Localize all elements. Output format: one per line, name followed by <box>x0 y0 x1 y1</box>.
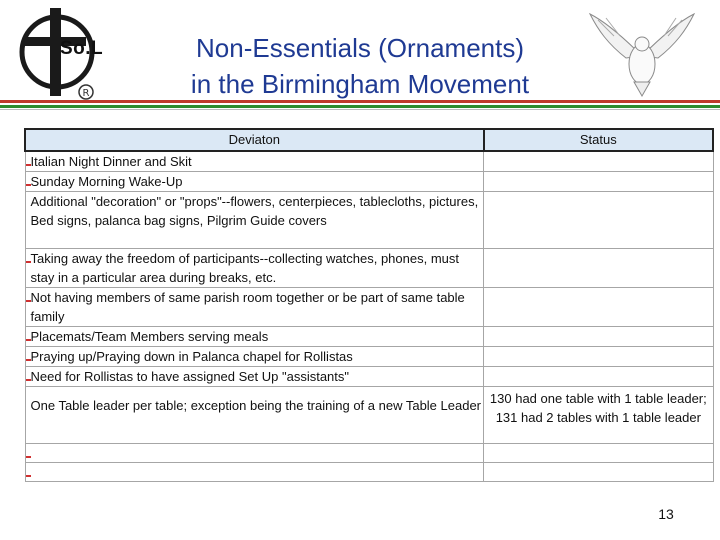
table-row <box>25 288 713 327</box>
table-row <box>25 327 713 347</box>
status-cell <box>484 347 713 367</box>
column-header-status: Status <box>484 129 713 151</box>
divider-gray <box>0 109 720 110</box>
svg-text:R: R <box>82 88 90 99</box>
deviation-cell: Additional "decoration" or "props"--flowers, centerpieces, tablecloths, pictures, Bed signs, palanca bag signs, Pilgrim Guide covers <box>25 192 484 249</box>
status-cell: 130 had one table with 1 table leader; 131 had 2 tables with 1 table leader <box>484 387 713 444</box>
column-header-deviation: Deviaton <box>25 129 484 151</box>
deviation-cell: Italian Night Dinner and Skit <box>25 151 484 172</box>
title-line-2: in the Birmingham Movement <box>190 69 530 99</box>
table-row <box>25 249 713 288</box>
deviation-cell <box>25 463 484 482</box>
title-line-1: Non-Essentials (Ornaments) <box>196 33 524 63</box>
status-cell <box>484 172 713 192</box>
deviation-cell: Not having members of same parish room together or be part of same table family <box>25 288 484 327</box>
divider-green <box>0 105 720 108</box>
deviation-cell: Placemats/Team Members serving meals <box>25 327 484 347</box>
deviation-cell: Sunday Morning Wake-Up <box>25 172 484 192</box>
dove-icon <box>584 8 700 98</box>
deviation-cell: Praying up/Praying down in Palanca chapel for Rollistas <box>25 347 484 367</box>
status-cell <box>484 192 713 249</box>
table-row <box>25 387 713 444</box>
deviation-cell: Need for Rollistas to have assigned Set Up "assistants" <box>25 367 484 387</box>
page-title <box>140 30 580 102</box>
status-cell <box>484 288 713 327</box>
logo-text: So.L <box>60 38 104 59</box>
table-row <box>25 444 713 463</box>
status-cell <box>484 249 713 288</box>
table-row <box>25 367 713 387</box>
table-row <box>25 347 713 367</box>
deviation-cell <box>25 444 484 463</box>
deviation-cell: Taking away the freedom of participants--collecting watches, phones, must stay in a particular area during breaks, etc. <box>25 249 484 288</box>
table-row <box>25 172 713 192</box>
status-cell <box>484 151 713 172</box>
status-cell <box>484 444 713 463</box>
status-cell <box>484 367 713 387</box>
table-row <box>25 151 713 172</box>
status-cell <box>484 463 713 482</box>
page-number: 13 <box>658 506 674 522</box>
table-row <box>25 463 713 482</box>
table-row <box>25 192 713 249</box>
deviation-cell: One Table leader per table; exception being the training of a new Table Leader <box>25 387 484 444</box>
deviations-table <box>24 128 714 482</box>
table-header-row <box>25 129 713 151</box>
status-cell <box>484 327 713 347</box>
